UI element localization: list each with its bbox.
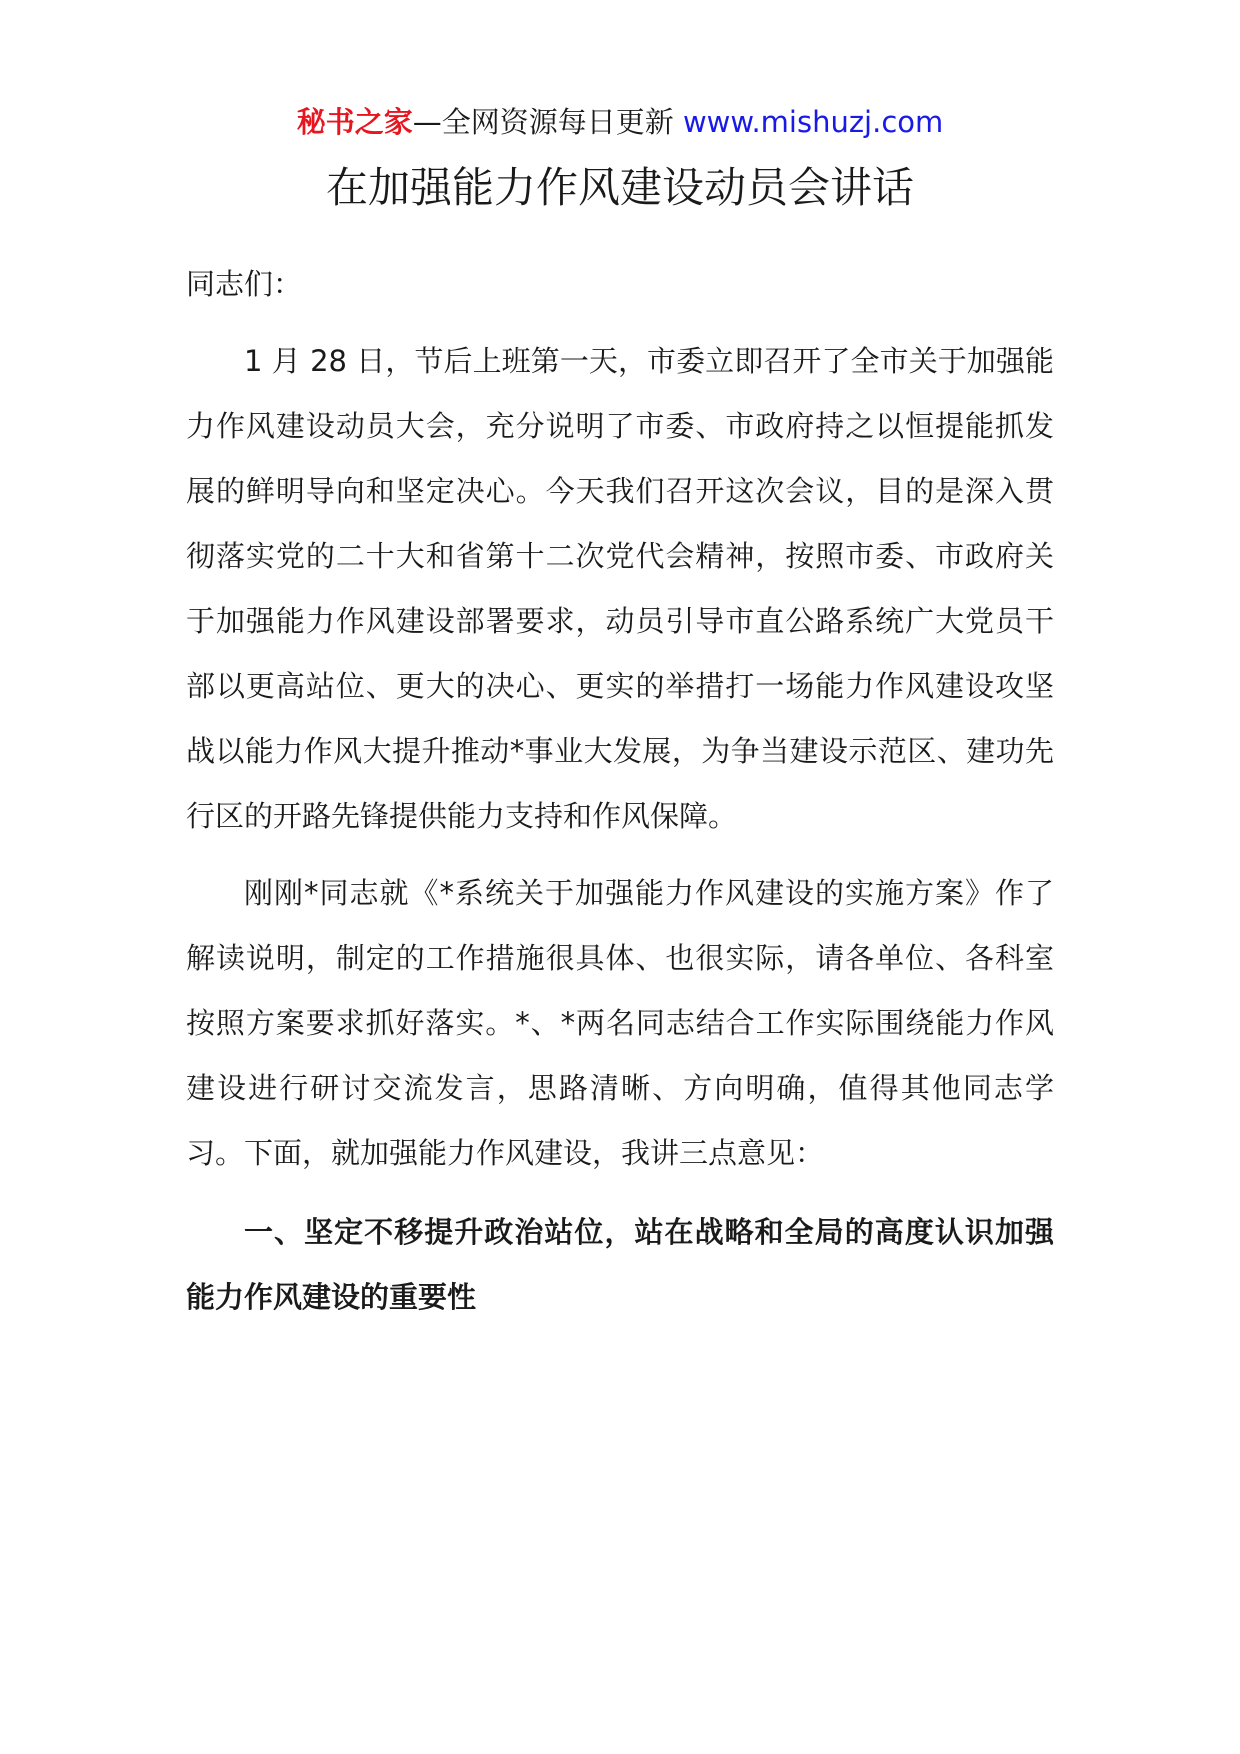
site-tagline: —全网资源每日更新 [412, 105, 683, 139]
paragraph-2: 刚刚*同志就《*系统关于加强能力作风建设的实施方案》作了解读说明，制定的工作措施很具体、也很实际，请各单位、各科室按照方案要求抓好落实。*、*两名同志结合工作实际围绕能力作风建设进行研讨交流发言，思路清晰、方向明确，值得其他同志学习。下面，就加强能力作风建设，我讲三点意见： [186, 876, 1054, 1170]
paragraph-1: 1 月 28 日，节后上班第一天，市委立即召开了全市关于加强能力作风建设动员大会，充分说明了市委、市政府持之以恒提能抓发展的鲜明导向和坚定决心。今天我们召开这次会议，目的是深入贯彻落实党的二十大和省第十二次党代会精神，按照市委、市政府关于加强能力作风建设部署要求，动员引导市直公路系统广大党员干部以更高站位、更大的决心、更实的举措打一场能力作风建设攻坚战以能力作风大提升推动*事业大发展，为争当建设示范区、建功先行区的开路先锋提供能力支持和作风保障。 [186, 344, 1054, 833]
site-brand: 秘书之家 [296, 105, 413, 139]
site-url-link[interactable]: www.mishuzj.com [682, 105, 944, 139]
document-title: 在加强能力作风建设动员会讲话 [325, 163, 914, 212]
site-header [0, 102, 1240, 142]
document-body [186, 252, 1054, 1330]
section-heading-1: 一、坚定不移提升政治站位，站在战略和全局的高度认识加强能力作风建设的重要性 [186, 1215, 1054, 1314]
salutation: 同志们： [186, 267, 303, 301]
